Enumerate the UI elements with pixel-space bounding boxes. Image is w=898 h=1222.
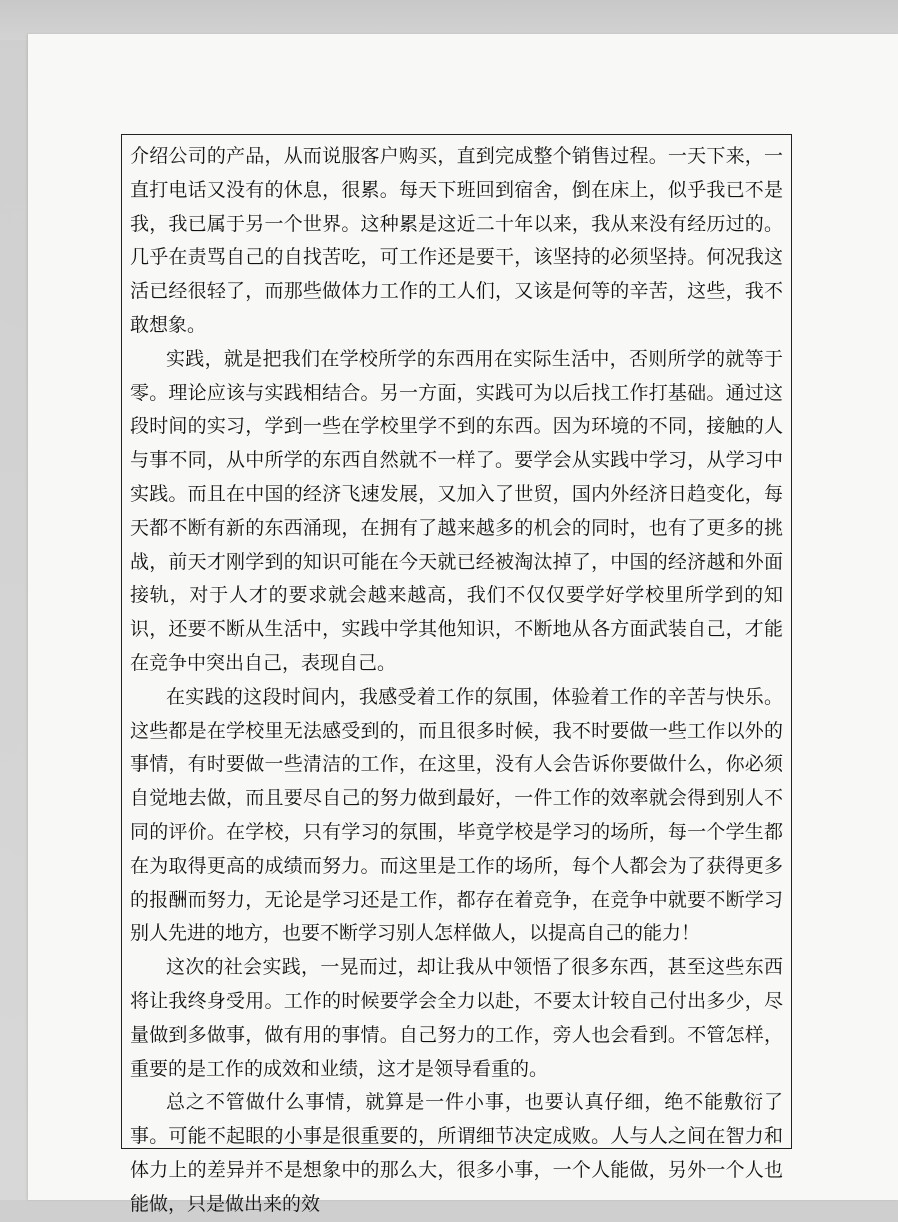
paragraph-4: 这次的社会实践，一晃而过，却让我从中领悟了很多东西，甚至这些东西将让我终身受用。工作的时候要学会全力以赴，不要太计较自己付出多少，尽量做到多做事，做有用的事情。自己努力的工作，旁人也会看到。不管怎样，重要的是工作的成效和业绩，这才是领导看重的。 [130,956,783,1080]
paragraph-1: 介绍公司的产品，从而说服客户购买，直到完成整个销售过程。一天下来，一直打电话又没有的休息，很累。每天下班回到宿舍，倒在床上，似乎我已不是我，我已属于另一个世界。这种累是这近二十年以来，我从来没有经历过的。几乎在责骂自己的自找苦吃，可工作还是要干，该坚持的必须坚持。何况我这活已经很轻了，而那些做体力工作的工人们，又该是何等的辛苦，这些，我不敢想象。 [130,145,783,336]
document-text-frame [121,134,792,1215]
paragraph-5: 总之不管做什么事情，就算是一件小事，也要认真仔细，绝不能敷衍了事。可能不起眼的小事是很重要的，所谓细节决定成败。人与人之间在智力和体力上的差异并不是想象中的那么大，很多小事，一个人能做，另外一个人也能做，只是做出来的效 [130,1091,783,1215]
paragraph-2: 实践，就是把我们在学校所学的东西用在实际生活中，否则所学的就等于零。理论应该与实践相结合。另一方面，实践可为以后找工作打基础。通过这段时间的实习，学到一些在学校里学不到的东西。因为环境的不同，接触的人与事不同，从中所学的东西自然就不一样了。要学会从实践中学习，从学习中实践。而且在中国的经济飞速发展，又加入了世贸，国内外经济日趋变化，每天都不断有新的东西涌现，在拥有了越来越多的机会的同时，也有了更多的挑战，前天才刚学到的知识可能在今天就已经被淘汰掉了，中国的经济越和外面接轨，对于人才的要求就会越来越高，我们不仅仅要学好学校里所学到的知识，还要不断从生活中，实践中学其他知识，不断地从各方面武装自己，才能在竞争中突出自己，表现自己。 [130,347,783,674]
paragraph-3: 在实践的这段时间内，我感受着工作的氛围，体验着工作的辛苦与快乐。这些都是在学校里无法感受到的，而且很多时候，我不时要做一些工作以外的事情，有时要做一些清洁的工作，在这里，没有人会告诉你要做什么，你必须自觉地去做，而且要尽自己的努力做到最好，一件工作的效率就会得到别人不同的评价。在学校，只有学习的氛围，毕竟学校是学习的场所，每一个学生都在为取得更高的成绩而努力。而这里是工作的场所，每个人都会为了获得更多的报酬而努力，无论是学习还是工作，都存在着竞争，在竞争中就要不断学习别人先进的地方，也要不断学习别人怎样做人，以提高自己的能力！ [130,685,783,945]
